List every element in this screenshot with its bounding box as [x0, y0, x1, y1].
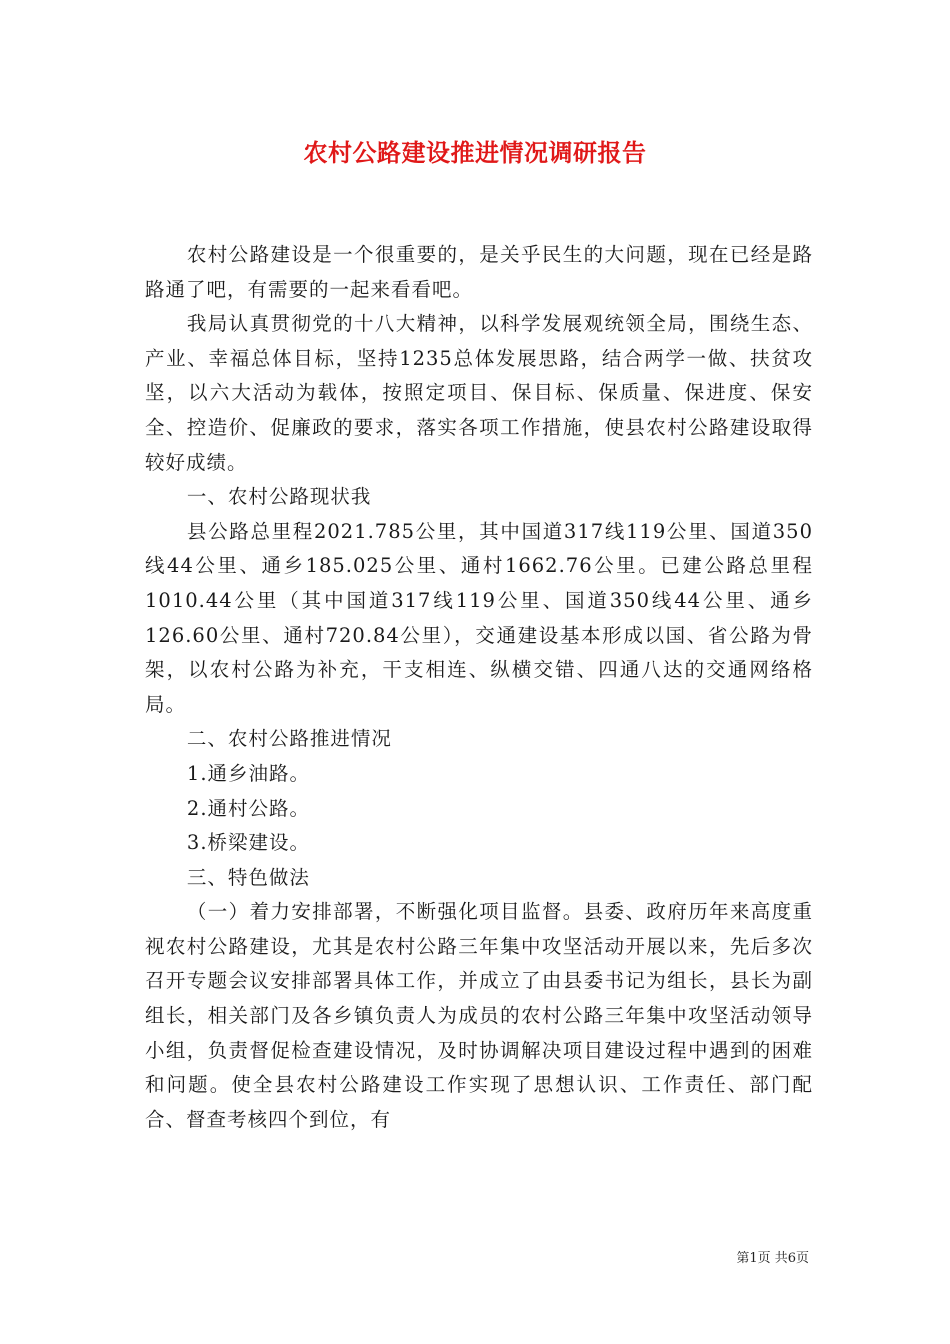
page-number: 第1页 共6页	[736, 1251, 809, 1266]
list-item-3: 3.桥梁建设。	[186, 831, 311, 855]
document-body	[145, 238, 813, 1137]
paragraph-practice-1: （一）着力安排部署，不断强化项目监督。县委、政府历年来高度重视农村公路建设，尤其是农村公路三年集中攻坚活动开展以来，先后多次召开专题会议安排部署具体工作，并成立了由县委书记为组长，县长为副组长，相关部门及各乡镇负责人为成员的农村公路三年集中攻坚活动领导小组，负责督促检查建设情况，及时协调解决项目建设过程中遇到的困难和问题。使全县农村公路建设工作实现了思想认识、工作责任、部门配合、督查考核四个到位，有	[145, 900, 813, 1131]
list-item-2: 2.通村公路。	[186, 796, 311, 820]
section-heading-3: 三、特色做法	[186, 865, 310, 889]
paragraph-road-status: 县公路总里程2021.785公里，其中国道317线119公里、国道350线44公里、通乡185.025公里、通村1662.76公里。已建公路总里程1010.44公里（其中国道317线119公里、国道350线44公里、通乡126.60公里、通村720.84公里），交通建设基本形成以国、省公路为骨架，以农村公路为补充，干支相连、纵横交错、四通八达的交通网络格局。	[145, 519, 813, 716]
document-title: 农村公路建设推进情况调研报告	[303, 138, 647, 167]
paragraph-intro: 农村公路建设是一个很重要的，是关乎民生的大问题，现在已经是路路通了吧，有需要的一起来看看吧。	[145, 243, 813, 301]
section-heading-1: 一、农村公路现状我	[186, 485, 372, 509]
paragraph-overview: 我局认真贯彻党的十八大精神，以科学发展观统领全局，围绕生态、产业、幸福总体目标，坚持1235总体发展思路，结合两学一做、扶贫攻坚，以六大活动为载体，按照定项目、保目标、保质量、保进度、保安全、控造价、促廉政的要求，落实各项工作措施，使县农村公路建设取得较好成绩。	[145, 312, 813, 474]
section-heading-2: 二、农村公路推进情况	[186, 727, 392, 751]
list-item-1: 1.通乡油路。	[186, 761, 311, 785]
